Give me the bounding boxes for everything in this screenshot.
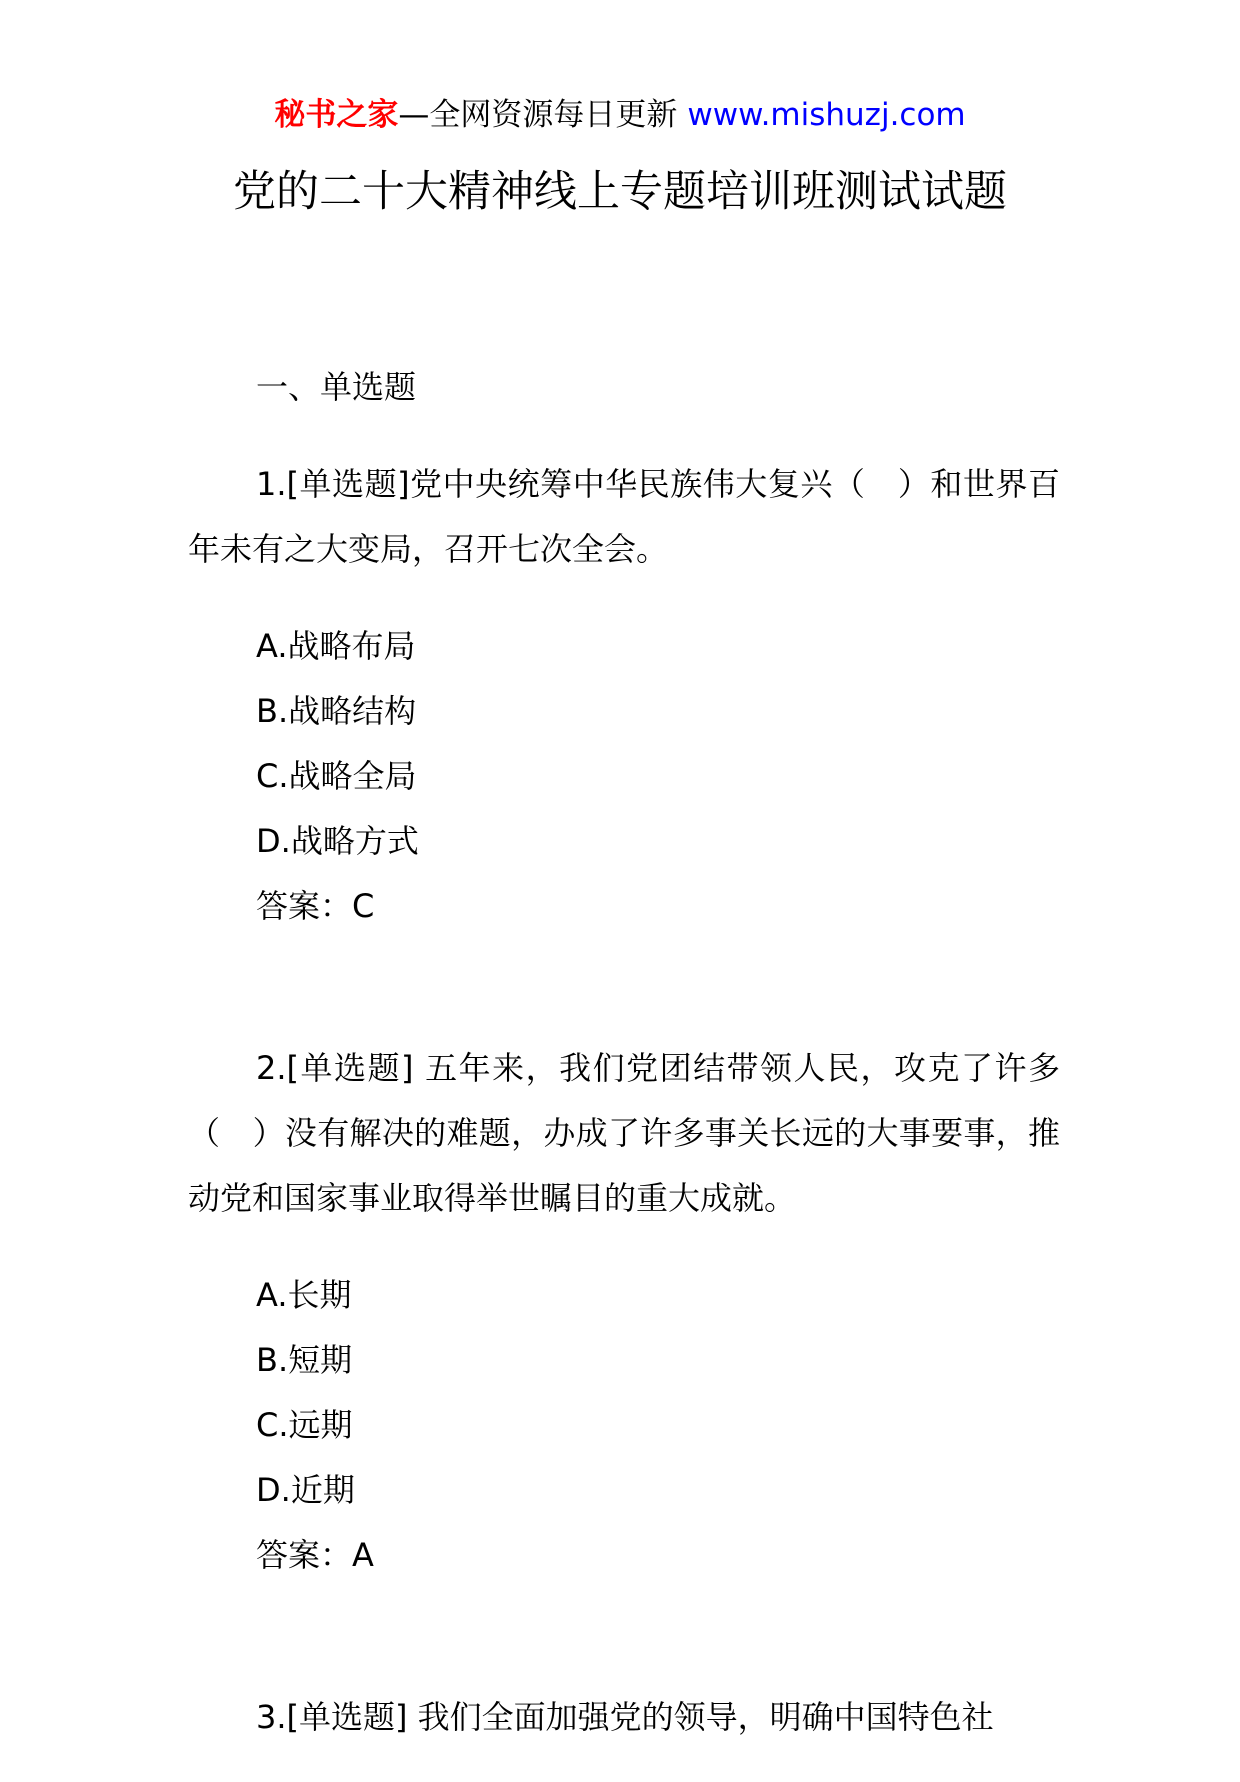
option-c: C.远期 xyxy=(256,1406,353,1444)
answer: 答案：C xyxy=(256,887,375,925)
document-title: 党的二十大精神线上专题培训班测试试题 xyxy=(233,167,1007,217)
option-d: D.战略方式 xyxy=(256,822,419,860)
site-url-link[interactable]: www.mishuzj.com xyxy=(687,97,966,133)
option-d: D.近期 xyxy=(256,1471,355,1509)
spacer xyxy=(188,939,1060,1004)
site-header xyxy=(0,95,1240,135)
section-heading: 一、单选题 xyxy=(256,368,417,406)
question-1 xyxy=(188,452,1060,939)
spacer xyxy=(188,1588,1060,1653)
brand-name: 秘书之家 xyxy=(274,97,399,133)
question-text: 2.[单选题] 五年来，我们党团结带领人民，攻克了许多（ ）没有解决的难题，办成了许多事关长远的大事要事，推动党和国家事业取得举世瞩目的重大成就。 xyxy=(188,1049,1060,1217)
header-tagline: —全网资源每日更新 xyxy=(398,97,678,133)
question-text: 1.[单选题]党中央统筹中华民族伟大复兴（ ）和世界百年未有之大变局，召开七次全会。 xyxy=(188,465,1060,568)
option-b: B.短期 xyxy=(256,1341,353,1379)
question-3 xyxy=(188,1685,1060,1750)
document-body xyxy=(188,355,1060,1782)
option-b: B.战略结构 xyxy=(256,692,417,730)
option-a: A.战略布局 xyxy=(256,627,416,665)
option-c: C.战略全局 xyxy=(256,757,417,795)
answer: 答案：A xyxy=(256,1536,374,1574)
question-2 xyxy=(188,1036,1060,1588)
option-a: A.长期 xyxy=(256,1276,352,1314)
question-text: 3.[单选题] 我们全面加强党的领导，明确中国特色社 xyxy=(256,1698,994,1736)
